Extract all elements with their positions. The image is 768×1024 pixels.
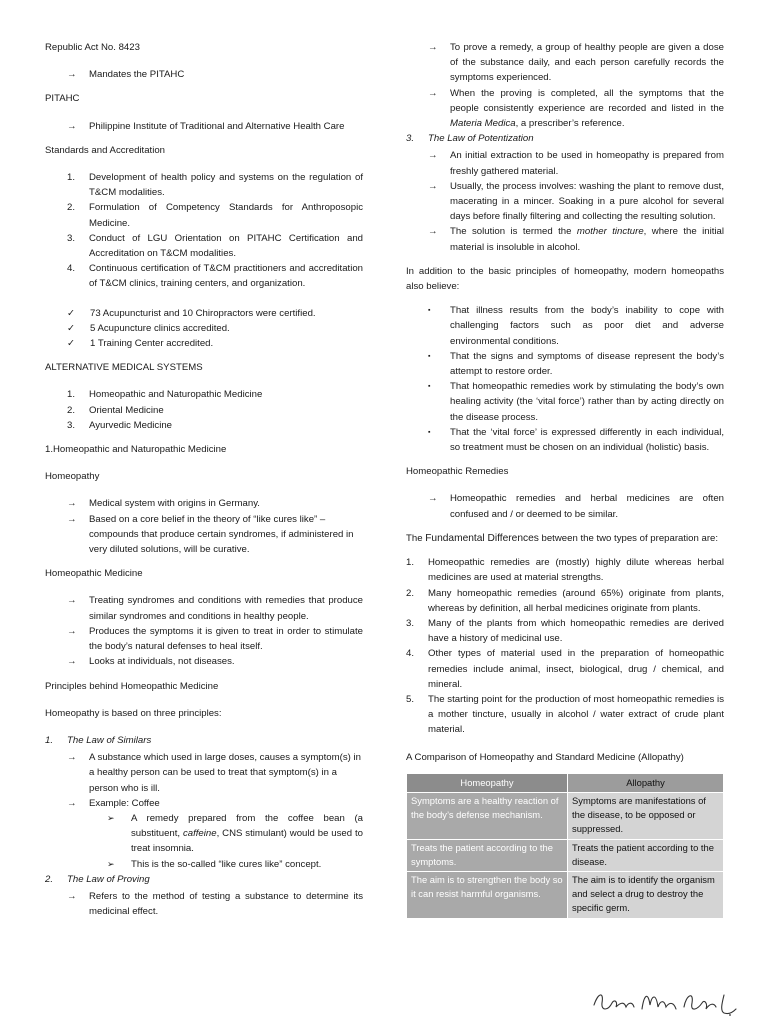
arrow-icon: → (67, 625, 77, 637)
list-item: → Based on a core belief in the theory of “like cures like” – compounds that produce certain syndromes, if administered in very diluted solutions, will be curative. (45, 512, 363, 558)
table-header: Allopathy (568, 773, 724, 792)
list-item: → Philippine Institute of Traditional and Alternative Health Care (45, 119, 363, 134)
list-item: → Treating syndromes and conditions with remedies that produce similar syndromes and conditions in healthy people. (45, 593, 363, 623)
table-cell: Treats the patient according to the symptoms. (407, 839, 568, 871)
comparison-title: A Comparison of Homeopathy and Standard Medicine (Allopathy) (406, 751, 684, 763)
list-item: 1. Homeopathic and Naturopathic Medicine (67, 389, 263, 401)
list-item: 3. Conduct of LGU Orientation on PITAHC Certification and Accreditation on T&CM modalities. (67, 232, 363, 260)
arrow-icon: → (428, 493, 438, 505)
table-cell: Symptoms are manifestations of the disease, to be opposed or suppressed. (568, 792, 724, 839)
table-cell: Treats the patient according to the disease. (568, 839, 724, 871)
arrow-icon: → (67, 69, 77, 81)
square-bullet-icon: ▪ (428, 307, 431, 315)
table-cell: The aim is to identify the organism and select a drug to destroy the specific germ. (568, 871, 724, 918)
arrow-icon: → (428, 180, 438, 192)
arrow-icon: → (428, 87, 438, 99)
table-cell: The aim is to strengthen the body so it can resist harmful organisms. (407, 871, 568, 918)
list-item: 2. Many homeopathic remedies (around 65%) originate from plants, whereas by definition, all herbal medicines originate from plants. (406, 587, 724, 614)
arrow-icon: → (428, 150, 438, 162)
addition-paragraph: In addition to the basic principles of homeopathy, modern homeopaths also believe: (406, 265, 724, 293)
list-item: → An initial extraction to be used in homeopathy is prepared from freshly gathered material. (406, 148, 724, 178)
section-title-pitahc: PITAHC (45, 93, 80, 105)
section-title-standards: Standards and Accreditation (45, 144, 166, 156)
table-header-row (407, 773, 724, 792)
list-item: ✓ 73 Acupuncturist and 10 Chiropractors were certified. (45, 306, 363, 321)
list-item: ▪ That the signs and symptoms of disease represent the body’s attempt to restore order. (406, 349, 724, 379)
section-title-homeopathic-remedies: Homeopathic Remedies (406, 466, 509, 478)
list-item: → Usually, the process involves: washing the plant to remove dust, macerating in a mincer. Soaking in a pure alcohol for several days before finally filtering and collecting the resulting solution. (406, 179, 724, 225)
list-item: ▪ That the ‘vital force’ is expressed differently in each individual, so treatment must be chosen on an individual (holistic) basis. (406, 425, 724, 455)
arrow-icon: → (67, 120, 77, 132)
list-item: 2. Oriental Medicine (67, 404, 164, 416)
checkmark-icon: ✓ (67, 338, 76, 350)
list-item: 1. Homeopathic remedies are (mostly) highly dilute whereas herbal medicines are used at material strengths. (406, 557, 724, 584)
arrow-icon: → (67, 797, 77, 809)
handwritten-signature (590, 985, 740, 1021)
arrow-icon: → (67, 890, 77, 902)
right-column (406, 40, 724, 919)
principles-intro: Homeopathy is based on three principles: (45, 707, 222, 719)
square-bullet-icon: ▪ (428, 352, 431, 360)
comparison-table (406, 773, 724, 919)
list-item: → Produces the symptoms it is given to treat in order to stimulate the body’s natural defenses to heal itself. (45, 624, 363, 654)
arrow-icon: → (67, 595, 77, 607)
triangle-arrow-icon: ➢ (107, 858, 115, 869)
list-item: → Medical system with origins in Germany. (45, 496, 363, 511)
list-item: → A substance which used in large doses, causes a symptom(s) in a healthy person can be used to treat that symptom(s) in a person who is ill. (45, 750, 363, 796)
arrow-icon: → (428, 42, 438, 53)
list-item: → Homeopathic remedies and herbal medicines are often confused and / or deemed to be similar. (406, 491, 724, 521)
list-item: → To prove a remedy, a group of healthy people are given a dose of the substance daily, and each person carefully records the symptoms experienced. (406, 40, 724, 86)
section-title-homeopathy: Homeopathy (45, 471, 100, 483)
list-item: 1. Development of health policy and systems on the regulation of T&CM modalities. (67, 172, 363, 199)
list-item: → Example: Coffee (45, 796, 363, 811)
arrow-icon: → (67, 498, 77, 510)
section-title-alternative-systems: ALTERNATIVE MEDICAL SYSTEMS (45, 362, 203, 374)
list-item: ▪ That homeopathic remedies work by stimulating the body’s own healing activity (the ‘vital force’) rather than by acting directly on the disease process. (406, 379, 724, 425)
law-heading: 2. The Law of Proving (45, 873, 150, 885)
list-item: 2. Formulation of Competency Standards for Anthroposopic Medicine. (67, 202, 363, 229)
section-title-homeopathic-medicine: Homeopathic Medicine (45, 568, 143, 580)
list-item: ✓ 1 Training Center accredited. (45, 336, 363, 351)
list-item: ➢ A remedy prepared from the coffee bean (a substituent, caffeine, CNS stimulant) would be used to treat insomnia. (45, 811, 363, 857)
section-title-principles: Principles behind Homeopathic Medicine (45, 680, 219, 692)
table-header: Homeopathy (407, 773, 568, 792)
list-item: ▪ That illness results from the body’s inability to cope with challenging factors such as poor diet and adverse environmental conditions. (406, 303, 724, 349)
left-column (45, 40, 363, 919)
list-item: ➢ This is the so-called “like cures like” concept. (45, 857, 363, 872)
arrow-icon: → (67, 656, 77, 668)
list-item: → The solution is termed the mother tincture, where the initial material is insoluble in alcohol. (406, 224, 724, 254)
arrow-icon: → (428, 226, 438, 238)
table-row (407, 792, 724, 839)
table-row (407, 871, 724, 918)
list-item: → Mandates the PITAHC (45, 67, 363, 82)
list-item: 3. Many of the plants from which homeopathic remedies are derived have a history of medicinal use. (406, 617, 724, 645)
checkmark-icon: ✓ (67, 307, 76, 319)
list-item: → When the proving is completed, all the symptoms that the people consistently experience are recorded and listed in the Materia Medica, a prescriber’s reference. (406, 86, 724, 132)
section-title-republic-act: Republic Act No. 8423 (45, 42, 140, 53)
square-bullet-icon: ▪ (428, 428, 431, 436)
list-item: → Looks at individuals, not diseases. (45, 654, 363, 669)
list-item: 3. Ayurvedic Medicine (67, 419, 173, 431)
list-item: → Refers to the method of testing a substance to determine its medicinal effect. (45, 889, 363, 919)
law-heading: 3. The Law of Potentization (406, 133, 534, 145)
triangle-arrow-icon: ➢ (107, 812, 115, 823)
arrow-icon: → (67, 513, 77, 525)
list-item: 4. Other types of material used in the preparation of homeopathic remedies include animal, insect, biological, drug / chemical, and mineral. (406, 648, 724, 690)
list-item: ✓ 5 Acupuncture clinics accredited. (45, 321, 363, 336)
checkmark-icon: ✓ (67, 322, 76, 334)
section-title-homeopathic-naturopathic: 1.Homeopathic and Naturopathic Medicine (45, 444, 227, 456)
table-row (407, 839, 724, 871)
law-heading: 1. The Law of Similars (45, 734, 152, 746)
list-item: 5. The starting point for the production of most homeopathic remedies is a mother tincture, usually in alcohol / water extract of crude plant material. (406, 693, 724, 736)
list-item: 4. Continuous certification of T&CM practitioners and accreditation of T&CM clinics, training centers, and organization. (67, 263, 363, 290)
arrow-icon: → (67, 752, 77, 764)
table-cell: Symptoms are a healthy reaction of the body’s defense mechanism. (407, 792, 568, 839)
fundamental-differences-intro: The Fundamental Differences between the two types of preparation are: (406, 532, 719, 544)
square-bullet-icon: ▪ (428, 383, 431, 391)
